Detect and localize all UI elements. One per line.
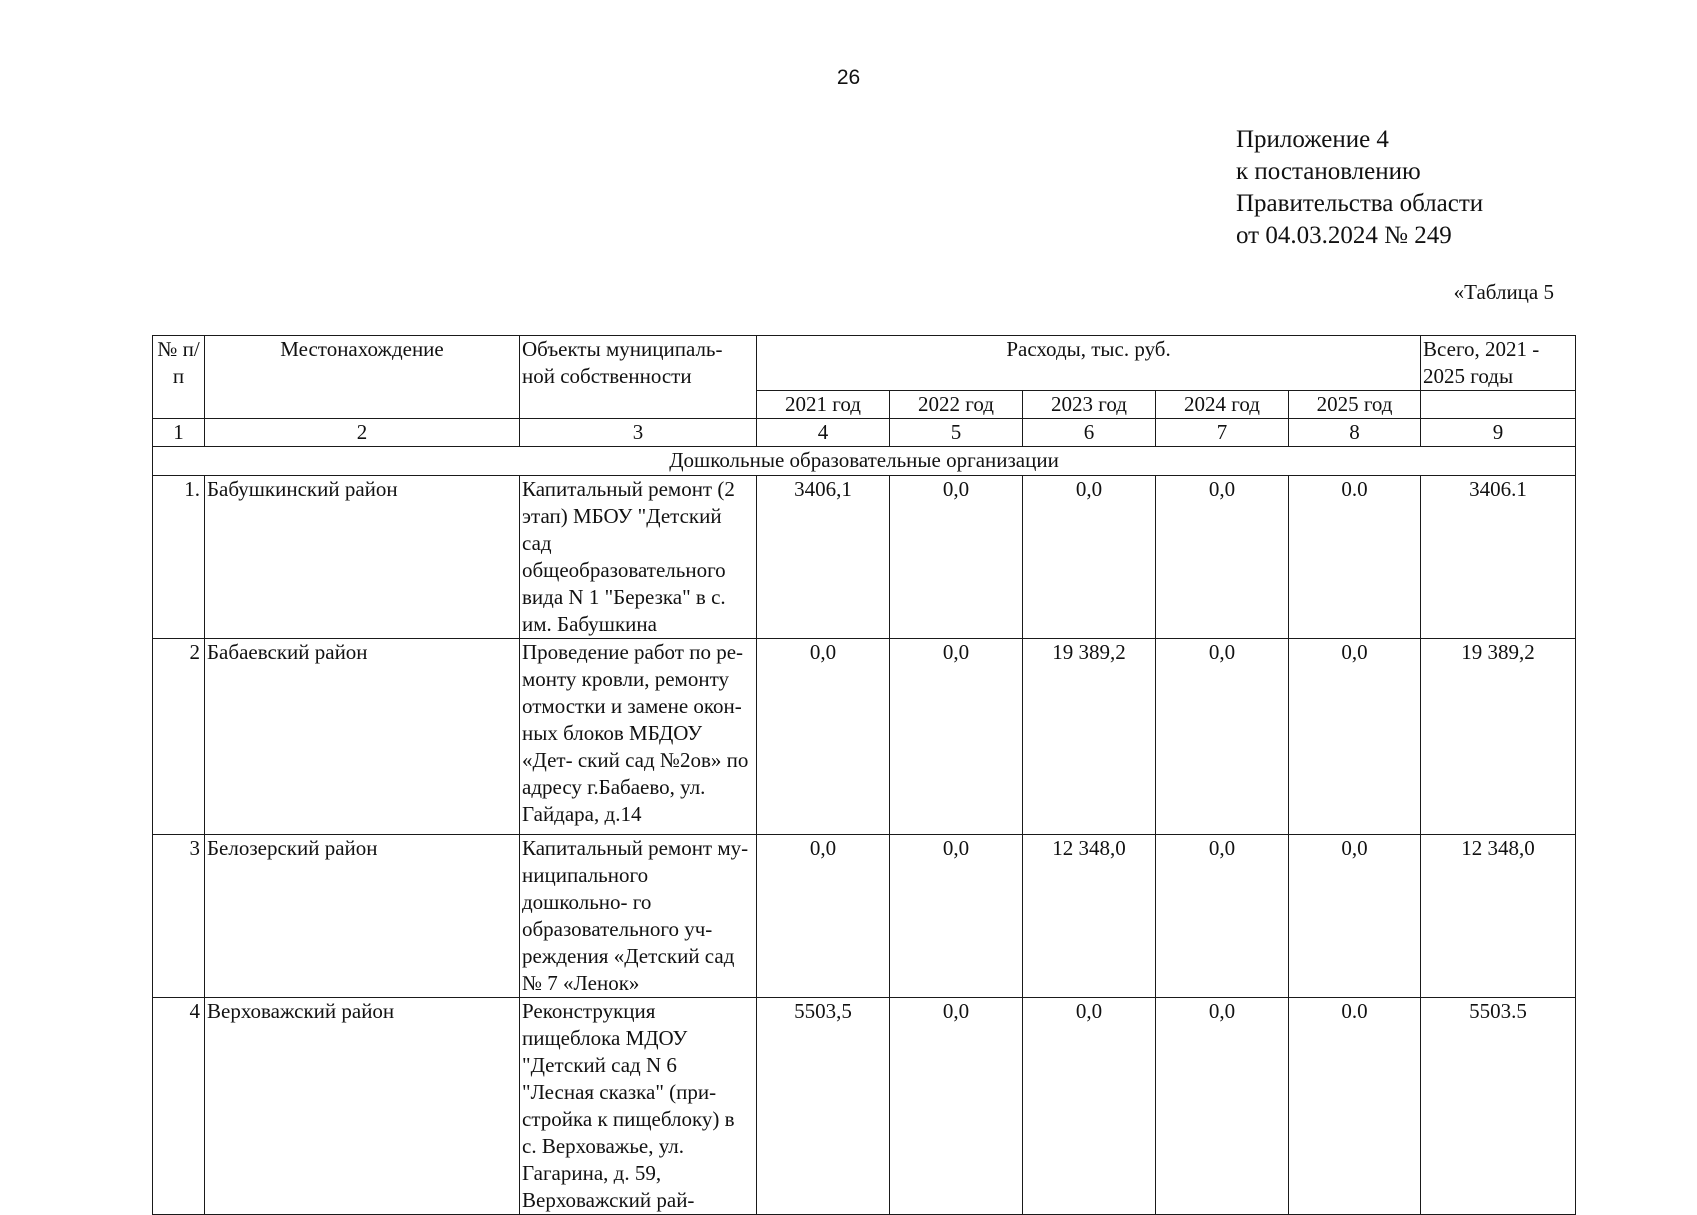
appendix-line: Правительства области: [1236, 190, 1484, 217]
row-y2025: 0,0: [1289, 835, 1421, 998]
row-num: 3: [153, 835, 205, 998]
row-y2024: 0,0: [1156, 835, 1289, 998]
header-year: 2024 год: [1156, 391, 1289, 419]
header-total-empty: [1421, 391, 1576, 419]
expenses-table: [152, 335, 1576, 1215]
table-row: [153, 476, 1576, 639]
section-title: Дошкольные образовательные организации: [153, 447, 1576, 476]
row-location: Бабушкинский район: [205, 476, 520, 639]
row-num: 4: [153, 998, 205, 1215]
row-y2022: 0,0: [890, 998, 1023, 1215]
column-number: 1: [153, 419, 205, 447]
column-number-row: [153, 419, 1576, 447]
column-number: 5: [890, 419, 1023, 447]
row-num: 2: [153, 639, 205, 835]
row-y2021: 3406,1: [757, 476, 890, 639]
row-y2021: 0,0: [757, 639, 890, 835]
row-y2022: 0,0: [890, 835, 1023, 998]
row-location: Белозерский район: [205, 835, 520, 998]
table-row: [153, 639, 1576, 835]
row-y2023: 12 348,0: [1023, 835, 1156, 998]
column-number: 2: [205, 419, 520, 447]
table-label: «Таблица 5: [1453, 280, 1554, 304]
column-number: 7: [1156, 419, 1289, 447]
row-total: 5503.5: [1421, 998, 1576, 1215]
column-number: 9: [1421, 419, 1576, 447]
header-row: [153, 336, 1576, 391]
header-year: 2025 год: [1289, 391, 1421, 419]
row-location: Бабаевский район: [205, 639, 520, 835]
row-y2025: 0.0: [1289, 998, 1421, 1215]
row-location: Верховажский район: [205, 998, 520, 1215]
row-total: 3406.1: [1421, 476, 1576, 639]
header-location: Местонахождение: [205, 336, 520, 419]
header-num: № п/п: [153, 336, 205, 419]
row-y2022: 0,0: [890, 639, 1023, 835]
header-objects: Объекты муниципаль- ной собственности: [520, 336, 757, 419]
header-year: 2022 год: [890, 391, 1023, 419]
row-y2024: 0,0: [1156, 476, 1289, 639]
row-y2023: 0,0: [1023, 998, 1156, 1215]
row-total: 12 348,0: [1421, 835, 1576, 998]
appendix-block: [1236, 124, 1483, 252]
appendix-line: от 04.03.2024 № 249: [1236, 222, 1452, 249]
table-row: [153, 835, 1576, 998]
header-total: Всего, 2021 - 2025 годы: [1421, 336, 1576, 391]
row-total: 19 389,2: [1421, 639, 1576, 835]
header-year: 2023 год: [1023, 391, 1156, 419]
row-y2022: 0,0: [890, 476, 1023, 639]
row-y2021: 0,0: [757, 835, 890, 998]
row-y2023: 0,0: [1023, 476, 1156, 639]
column-number: 8: [1289, 419, 1421, 447]
header-year: 2021 год: [757, 391, 890, 419]
section-row: [153, 447, 1576, 476]
row-y2024: 0,0: [1156, 639, 1289, 835]
column-number: 3: [520, 419, 757, 447]
row-object: Реконструкция пищеблока МДОУ "Детский сад N 6 "Лесная сказка" (при- стройка к пищеблоку) в с. Верховажье, ул. Гагарина, д. 59, Верховажский рай-: [520, 998, 757, 1215]
column-number: 6: [1023, 419, 1156, 447]
row-object: Проведение работ по ре- монту кровли, ремонту отмостки и замене окон- ных блоков МБДОУ «Дет- ский сад №2ов» по адресу г.Бабаево, ул. Гайдара, д.14: [520, 639, 757, 835]
row-object: Капитальный ремонт му- ниципального дошкольно- го образовательного уч- реждения «Детский сад № 7 «Ленок»: [520, 835, 757, 998]
row-object: Капитальный ремонт (2 этап) МБОУ "Детский сад общеобразовательного вида N 1 "Березка" в с. им. Бабушкина: [520, 476, 757, 639]
column-number: 4: [757, 419, 890, 447]
row-y2025: 0,0: [1289, 639, 1421, 835]
row-y2024: 0,0: [1156, 998, 1289, 1215]
row-y2021: 5503,5: [757, 998, 890, 1215]
appendix-line: Приложение 4: [1236, 126, 1389, 153]
page-number: 26: [836, 66, 861, 89]
row-y2023: 19 389,2: [1023, 639, 1156, 835]
table-row: [153, 998, 1576, 1215]
header-expenses: Расходы, тыс. руб.: [757, 336, 1421, 391]
appendix-line: к постановлению: [1236, 158, 1421, 185]
row-y2025: 0.0: [1289, 476, 1421, 639]
row-num: 1.: [153, 476, 205, 639]
